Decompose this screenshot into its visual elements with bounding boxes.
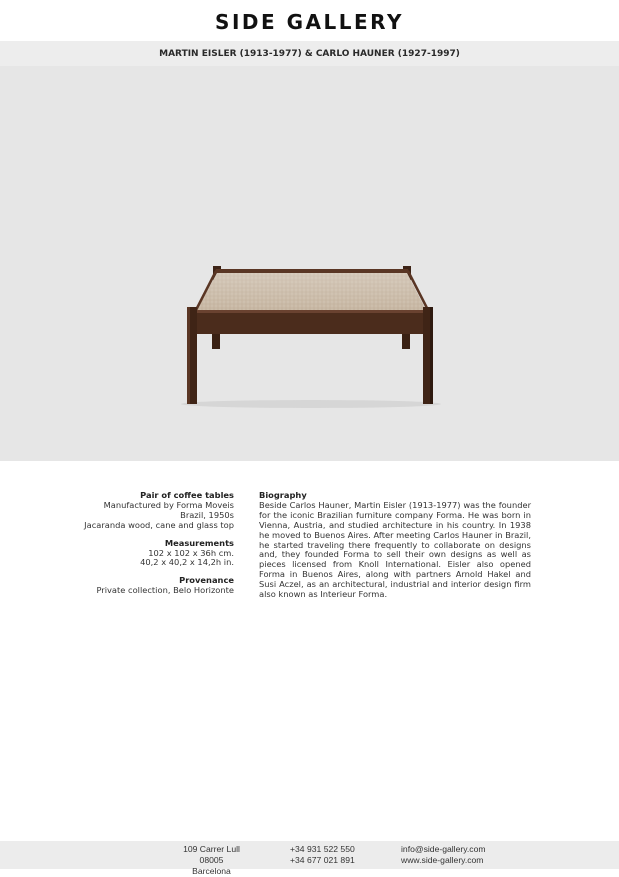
biography-heading: Biography bbox=[259, 490, 307, 500]
product-photo bbox=[0, 66, 619, 461]
measurements-cm: 102 x 102 x 36h cm. bbox=[148, 547, 234, 558]
footer bbox=[0, 841, 619, 876]
footer-address bbox=[180, 844, 243, 877]
provenance-text: Private collection, Belo Horizonte bbox=[96, 585, 234, 596]
provenance-heading: Provenance bbox=[179, 575, 234, 586]
email-link[interactable]: info@side-gallery.com bbox=[401, 844, 486, 854]
address-line-1: 109 Carrer Lull bbox=[183, 844, 240, 854]
website-link[interactable]: www.side-gallery.com bbox=[401, 855, 484, 865]
biography-section bbox=[259, 491, 531, 600]
phone-2: +34 677 021 891 bbox=[290, 855, 355, 865]
detail-manufacturer: Manufactured by Forma Moveis bbox=[103, 499, 234, 510]
biography-text: Beside Carlos Hauner, Martin Eisler (1913-1977) was the founder for the iconic Brazilian furniture company Forma. He was born in Vienna, Austria, and studied architecture in his country. In 1938 he moved to Buenos Aires. After meeting Carlos Hauner in Brazil, he started traveling there frequently to collaborate on designs and, they founded Forma to sell their own designs as well as pieces licensed from Knoll International. Eisler also opened Forma in Buenos Aires, along with partners Arnold Hakel and Susi Aczel, as an architectural, industrial and interior design firm also known as Interieur Forma. bbox=[259, 499, 531, 600]
address-line-2: 08005 Barcelona bbox=[192, 855, 231, 876]
product-details bbox=[60, 491, 234, 596]
footer-contact bbox=[401, 844, 486, 866]
artist-bar bbox=[0, 41, 619, 66]
phone-1: +34 931 522 550 bbox=[290, 844, 355, 854]
detail-origin: Brazil, 1950s bbox=[180, 509, 234, 520]
gallery-logo: SIDE GALLERY bbox=[215, 10, 404, 34]
measurements-heading: Measurements bbox=[164, 537, 234, 548]
footer-phones bbox=[290, 844, 355, 866]
artist-names: MARTIN EISLER (1913-1977) & CARLO HAUNER (1927-1997) bbox=[159, 48, 460, 59]
product-title: Pair of coffee tables bbox=[140, 490, 234, 500]
measurements-in: 40,2 x 40,2 x 14,2h in. bbox=[140, 557, 234, 568]
detail-materials: Jacaranda wood, cane and glass top bbox=[84, 519, 234, 530]
coffee-table-image bbox=[0, 66, 619, 461]
